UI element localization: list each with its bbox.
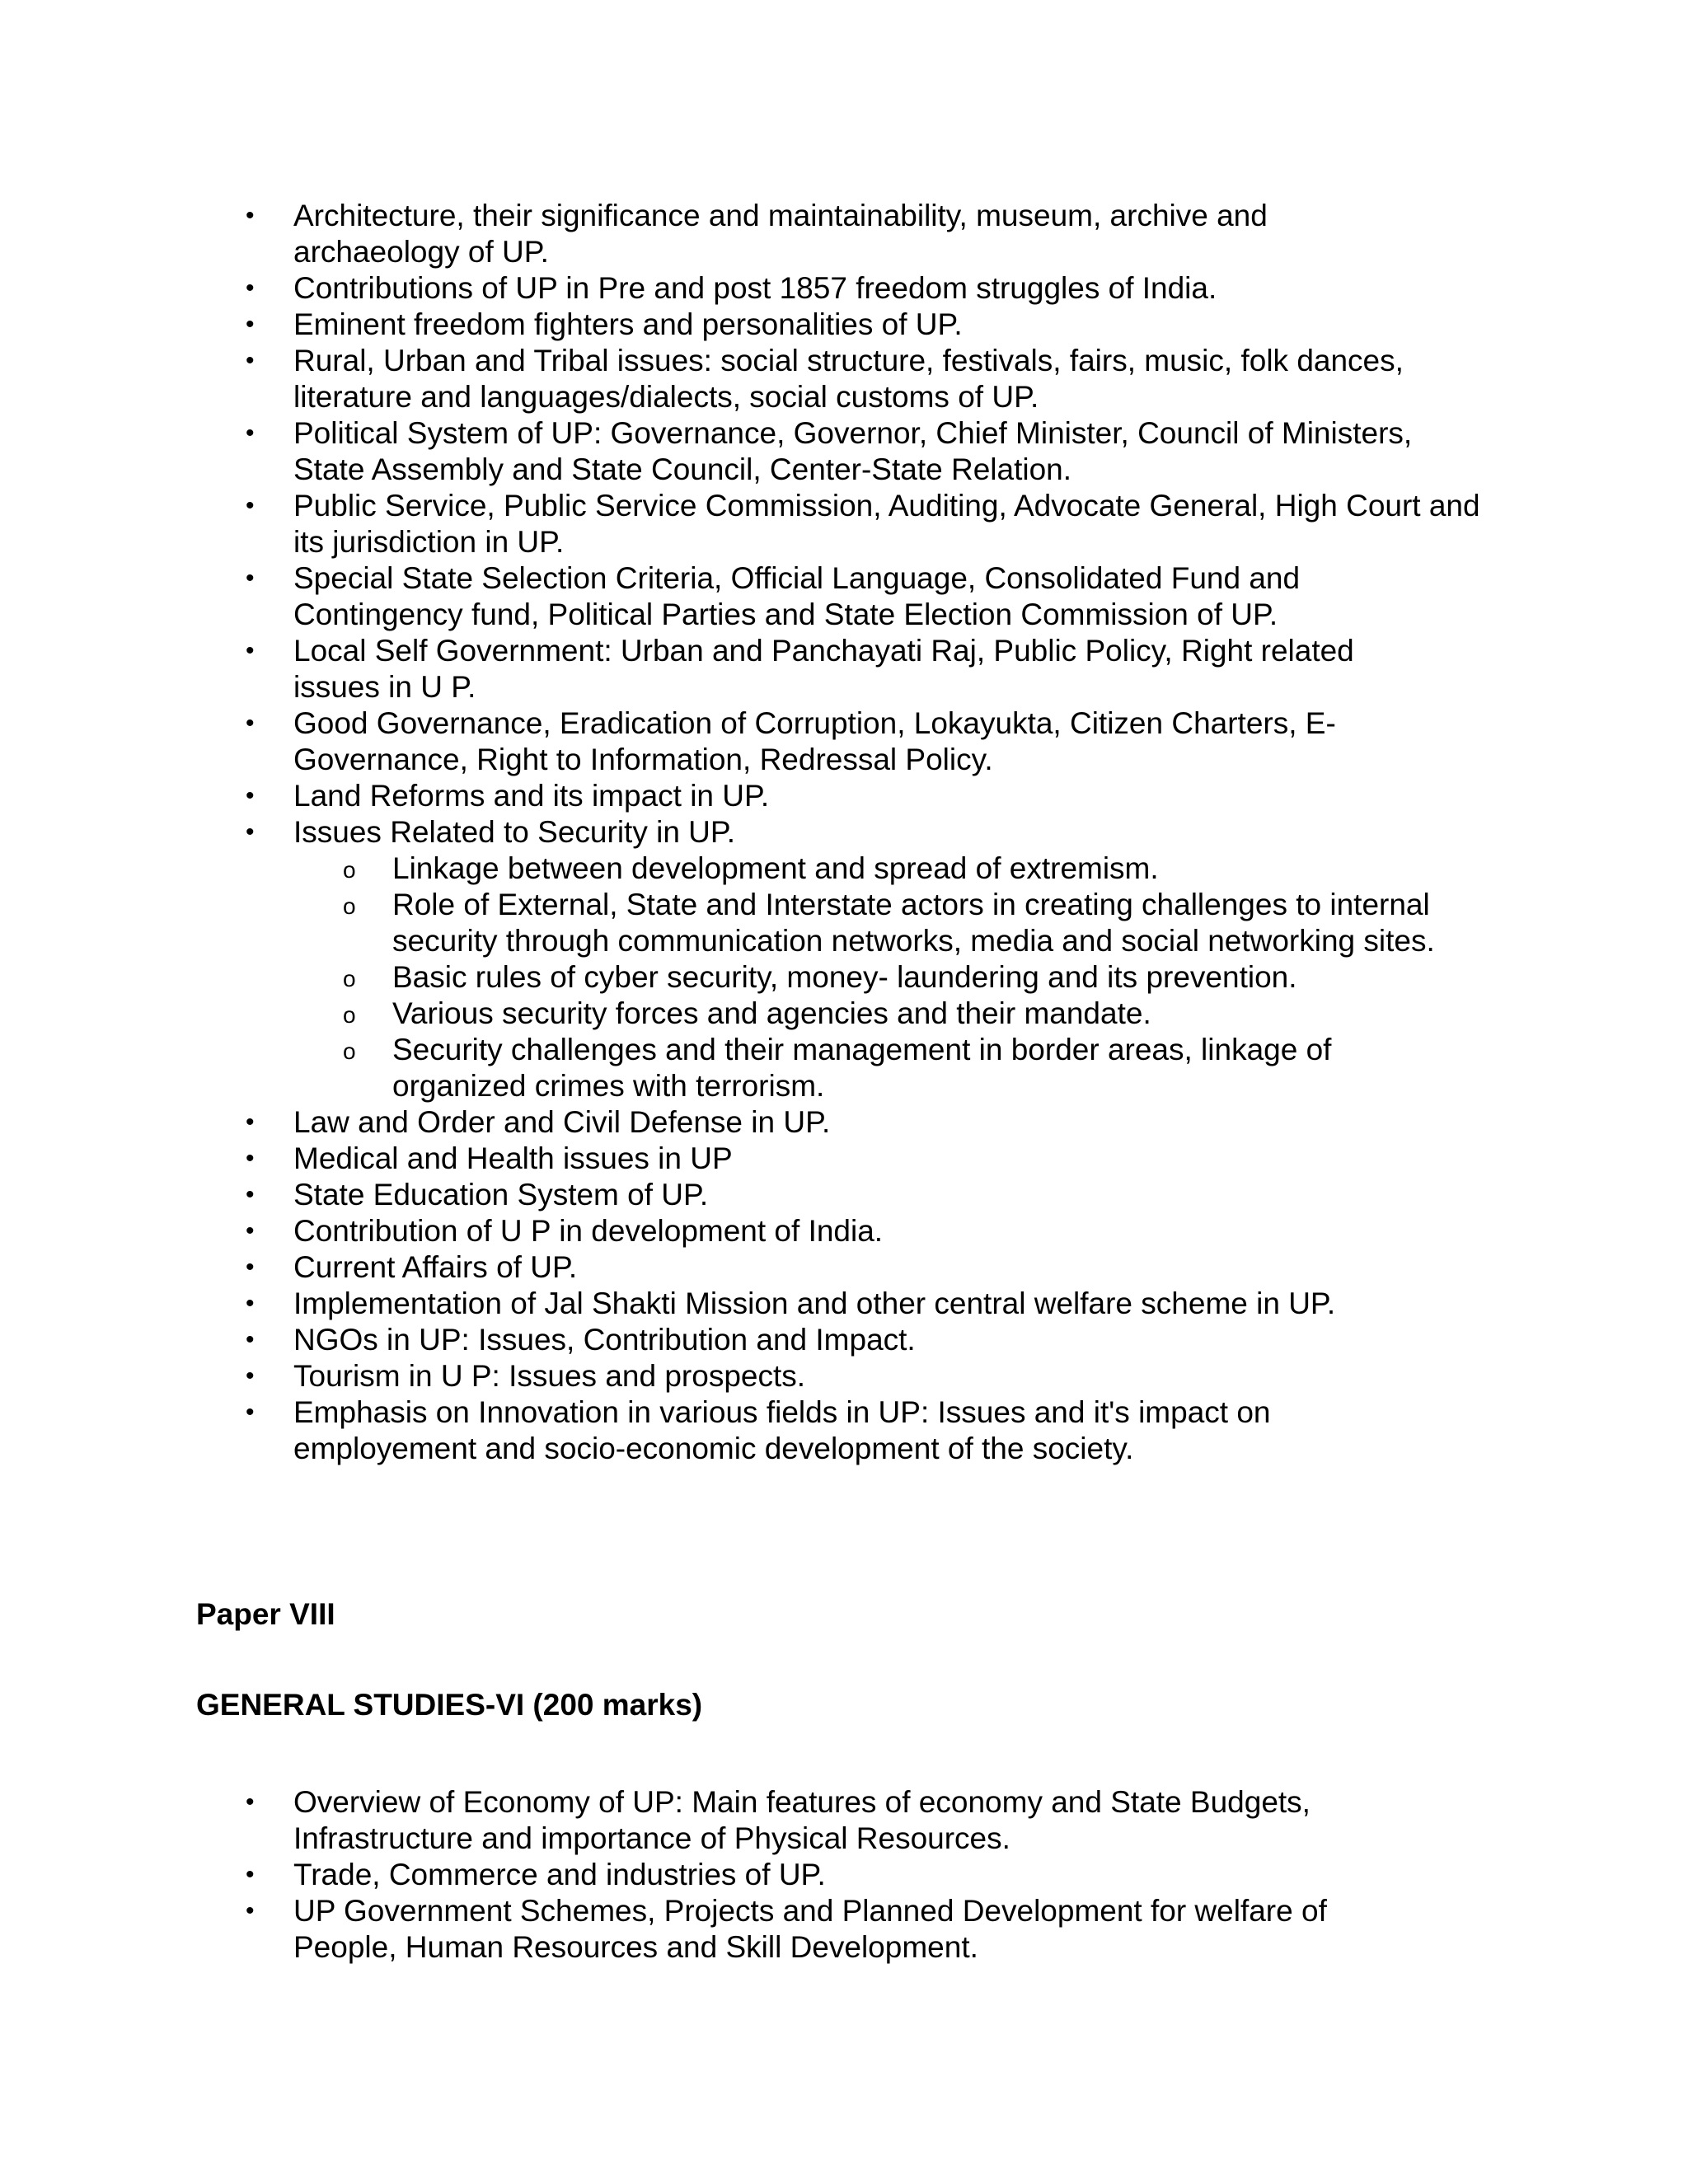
list-item: • UP Government Schemes, Projects and Planned Development for welfare of People, Human Resources and Skill Development. [293,1893,1398,1966]
list-item: • State Education System of UP. [293,1177,1513,1213]
sub-list-item: o Security challenges and their management in border areas, linkage of organized crimes with terrorism. [392,1032,1406,1104]
list-item: • Special State Selection Criteria, Official Language, Consolidated Fund and Contingency fund, Political Parties and State Election Commission of UP. [293,560,1390,633]
list-item: • Local Self Government: Urban and Panchayati Raj, Public Policy, Right related issues in U P. [293,633,1447,705]
list-item: • Rural, Urban and Tribal issues: social structure, festivals, fairs, music, folk dances, literature and languages/dialects, social customs of UP. [293,343,1447,415]
list-item: • Political System of UP: Governance, Governor, Chief Minister, Council of Ministers, State Assembly and State Council, Center-State Relation. [293,415,1489,488]
list-item [293,814,1513,1104]
list-item: • Medical and Health issues in UP [293,1141,1513,1177]
list-item: • Public Service, Public Service Commission, Auditing, Advocate General, High Court and its jurisdiction in UP. [293,488,1497,560]
security-sublist [293,851,1513,1104]
list-item: • Implementation of Jal Shakti Mission and other central welfare scheme in UP. [293,1286,1513,1322]
list-item: • Land Reforms and its impact in UP. [293,778,1513,814]
syllabus-list-main [293,198,1513,1467]
syllabus-list-gs6 [293,1784,1513,1966]
paper-heading: Paper VIII [196,1597,335,1631]
sub-list-item: o Linkage between development and spread of extremism. [392,851,1513,887]
list-item: • Law and Order and Civil Defense in UP. [293,1104,1513,1141]
list-item: • Current Affairs of UP. [293,1249,1513,1286]
list-item: • Contribution of U P in development of India. [293,1213,1513,1249]
sub-list-item: o Basic rules of cyber security, money- laundering and its prevention. [392,959,1513,996]
sub-list-item: o Role of External, State and Interstate actors in creating challenges to internal security through communication networks, media and social networking sites. [392,887,1530,959]
list-item: • Emphasis on Innovation in various fields in UP: Issues and it's impact on employement and socio-economic development of the society. [293,1394,1357,1467]
list-item: • Tourism in U P: Issues and prospects. [293,1358,1513,1394]
list-item: • Overview of Economy of UP: Main features of economy and State Budgets, Infrastructure and importance of Physical Resources. [293,1784,1390,1857]
list-item: • Good Governance, Eradication of Corruption, Lokayukta, Citizen Charters, E-Governance, Right to Information, Redressal Policy. [293,705,1390,778]
list-item: • Contributions of UP in Pre and post 1857 freedom struggles of India. [293,270,1513,307]
list-item: • Eminent freedom fighters and personalities of UP. [293,307,1513,343]
sub-list-item: o Various security forces and agencies and their mandate. [392,996,1513,1032]
list-item: • NGOs in UP: Issues, Contribution and Impact. [293,1322,1513,1358]
list-item: • Architecture, their significance and maintainability, museum, archive and archaeology of UP. [293,198,1431,270]
section-heading: GENERAL STUDIES-VI (200 marks) [196,1688,703,1722]
list-item: • Trade, Commerce and industries of UP. [293,1857,1513,1893]
list-item-text: Issues Related to Security in UP. [293,815,736,849]
